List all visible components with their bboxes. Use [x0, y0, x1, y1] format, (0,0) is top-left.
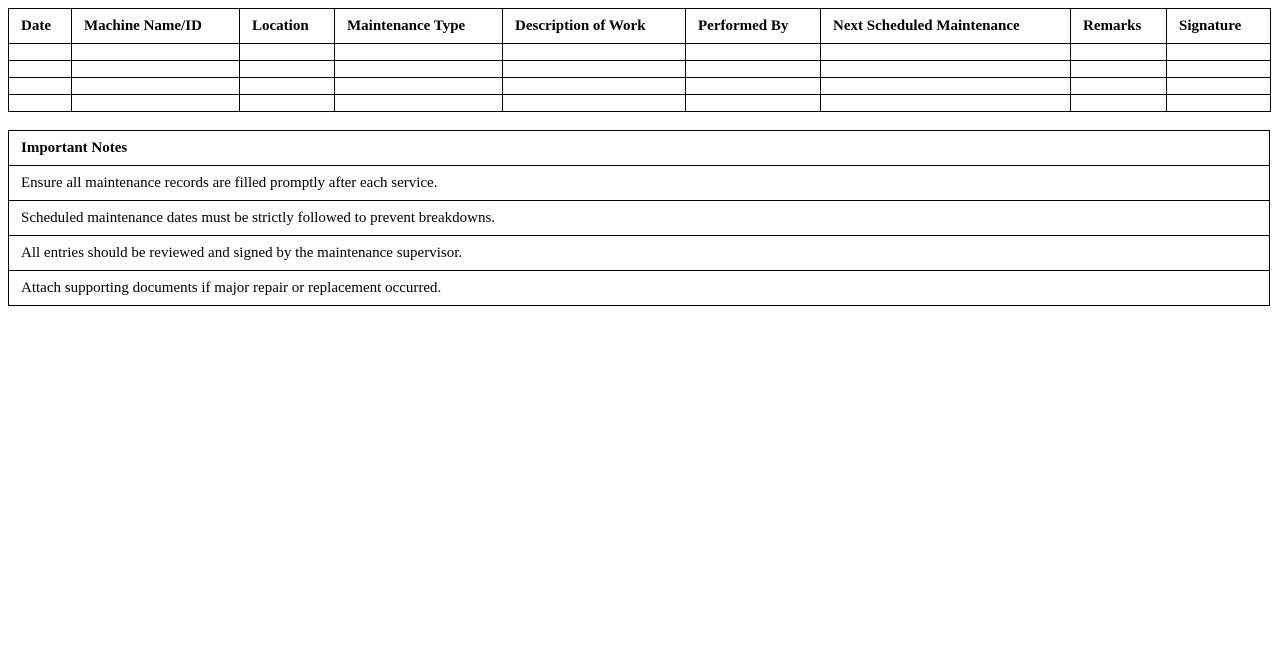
header-signature: Signature — [1167, 9, 1271, 44]
table-cell[interactable] — [503, 95, 686, 112]
table-row — [9, 61, 1271, 78]
table-cell[interactable] — [72, 44, 240, 61]
note-row — [9, 201, 1270, 236]
header-maintenance-type: Maintenance Type — [335, 9, 503, 44]
table-row — [9, 78, 1271, 95]
table-cell[interactable] — [503, 44, 686, 61]
table-cell[interactable] — [335, 44, 503, 61]
table-cell[interactable] — [9, 78, 72, 95]
table-row — [9, 95, 1271, 112]
notes-heading: Important Notes — [9, 131, 1270, 166]
header-next-scheduled-maintenance: Next Scheduled Maintenance — [821, 9, 1071, 44]
table-cell[interactable] — [686, 44, 821, 61]
table-cell[interactable] — [9, 61, 72, 78]
table-cell[interactable] — [821, 61, 1071, 78]
header-location: Location — [240, 9, 335, 44]
table-cell[interactable] — [1071, 78, 1167, 95]
table-cell[interactable] — [240, 44, 335, 61]
table-cell[interactable] — [9, 44, 72, 61]
note-item: Scheduled maintenance dates must be strictly followed to prevent breakdowns. — [9, 201, 1270, 236]
maintenance-log-table — [8, 8, 1271, 112]
important-notes-table — [8, 130, 1270, 306]
table-cell[interactable] — [72, 78, 240, 95]
header-date: Date — [9, 9, 72, 44]
table-cell[interactable] — [821, 44, 1071, 61]
table-cell[interactable] — [503, 61, 686, 78]
table-cell[interactable] — [335, 61, 503, 78]
note-row — [9, 236, 1270, 271]
note-item: All entries should be reviewed and signed by the maintenance supervisor. — [9, 236, 1270, 271]
table-cell[interactable] — [335, 95, 503, 112]
table-cell[interactable] — [1071, 44, 1167, 61]
table-cell[interactable] — [686, 95, 821, 112]
header-description-of-work: Description of Work — [503, 9, 686, 44]
table-cell[interactable] — [1071, 95, 1167, 112]
table-cell[interactable] — [1071, 61, 1167, 78]
table-cell[interactable] — [686, 61, 821, 78]
note-row — [9, 166, 1270, 201]
table-cell[interactable] — [72, 61, 240, 78]
table-cell[interactable] — [240, 95, 335, 112]
table-cell[interactable] — [821, 78, 1071, 95]
table-cell[interactable] — [503, 78, 686, 95]
table-cell[interactable] — [1167, 44, 1271, 61]
table-cell[interactable] — [821, 95, 1071, 112]
note-row — [9, 271, 1270, 306]
header-machine-name-id: Machine Name/ID — [72, 9, 240, 44]
table-cell[interactable] — [1167, 61, 1271, 78]
table-cell[interactable] — [686, 78, 821, 95]
note-item: Ensure all maintenance records are filled promptly after each service. — [9, 166, 1270, 201]
header-performed-by: Performed By — [686, 9, 821, 44]
notes-heading-row — [9, 131, 1270, 166]
table-cell[interactable] — [72, 95, 240, 112]
table-cell[interactable] — [9, 95, 72, 112]
header-remarks: Remarks — [1071, 9, 1167, 44]
table-cell[interactable] — [240, 78, 335, 95]
table-row — [9, 44, 1271, 61]
table-cell[interactable] — [335, 78, 503, 95]
table-cell[interactable] — [240, 61, 335, 78]
table-cell[interactable] — [1167, 95, 1271, 112]
table-cell[interactable] — [1167, 78, 1271, 95]
table-header-row — [9, 9, 1271, 44]
note-item: Attach supporting documents if major repair or replacement occurred. — [9, 271, 1270, 306]
